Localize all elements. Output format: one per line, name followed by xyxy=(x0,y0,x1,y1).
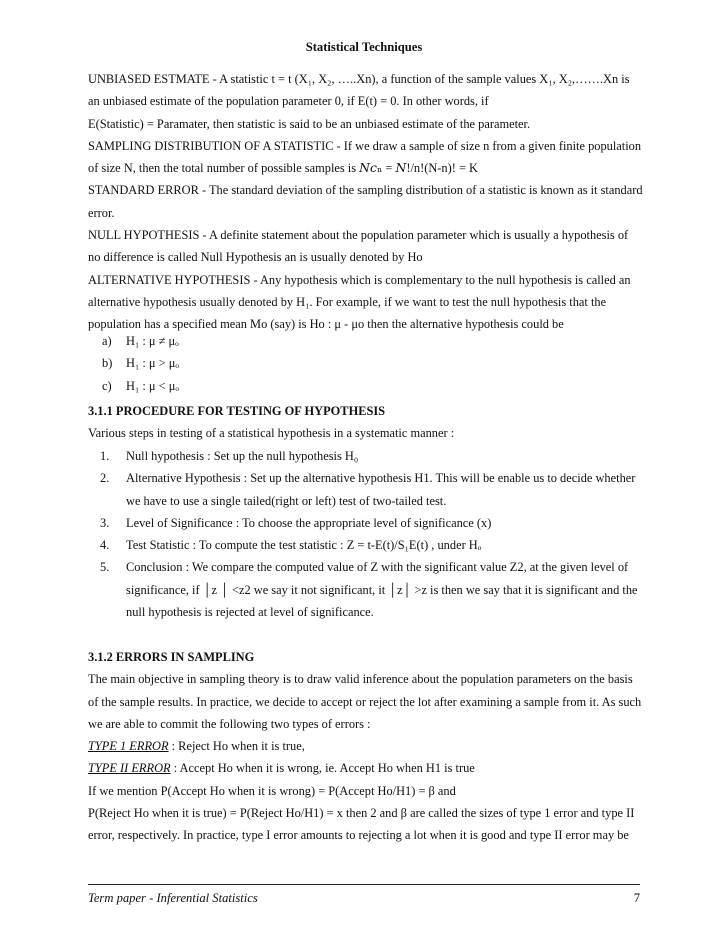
list-item-text: Conclusion : We compare the computed value of Z with the significant value Z2, at the given level of xyxy=(126,560,629,575)
list-item-continuation xyxy=(88,601,648,623)
list-item-text: Level of Significance : To choose the appropriate level of significance (x) xyxy=(126,515,492,530)
list-item xyxy=(88,375,648,397)
list-item xyxy=(88,467,648,489)
text-line: ALTERNATIVE HYPOTHESIS - Any hypothesis which is complementary to the null hypothesis is called an xyxy=(88,272,631,287)
list-item-continuation xyxy=(88,490,648,512)
list-item-text: significance, if │z │ <z2 we say it not significant, it │z│ >z is then we say that it is significant and the xyxy=(126,582,638,597)
alternative-hypothesis-list xyxy=(88,330,648,397)
type1-error-label: TYPE 1 ERROR xyxy=(88,739,169,754)
list-marker: 4. xyxy=(100,538,110,553)
list-item-text: Alternative Hypothesis : Set up the alternative hypothesis H1. This will be enable us to decide whether xyxy=(126,471,636,486)
text-line: error. xyxy=(88,205,115,220)
list-item-text: H₁ : μ > μₒ xyxy=(126,356,179,371)
section-intro: Various steps in testing of a statistical hypothesis in a systematic manner : xyxy=(88,426,455,441)
list-marker: 2. xyxy=(100,471,110,486)
list-item-text: we have to use a single tailed(right or left) test of two-tailed test. xyxy=(126,493,447,508)
text-line: If we mention P(Accept Ho when it is wrong) = P(Accept Ho/H1) = β and xyxy=(88,783,456,798)
type2-error-line xyxy=(88,757,648,779)
list-marker: a) xyxy=(102,334,112,348)
text-line: no difference is called Null Hypothesis an is usually denoted by Ho xyxy=(88,250,423,265)
list-marker: 3. xyxy=(100,515,110,530)
section-heading: 3.1.2 ERRORS IN SAMPLING xyxy=(88,650,255,664)
text-line: we are able to commit the following two types of errors : xyxy=(88,716,371,731)
type1-error-text: : Reject Ho when it is true, xyxy=(168,739,305,754)
text-line: P(Reject Ho when it is true) = P(Reject Ho/H1) = x then 2 and β are called the sizes of type 1 error and type II xyxy=(88,806,635,821)
text-line: UNBIASED ESTMATE - A statistic t = t (X₁, X₂, …..Xn), a function of the sample values X₁, X₂,…….Xn is xyxy=(88,72,630,86)
list-item-text: H₁ : μ ≠ μₒ xyxy=(126,334,179,348)
list-item xyxy=(88,512,648,534)
text-line: of size N, then the total number of possible samples is 𝑁𝑐ₙ = 𝑁!/n!(N-n)! = K xyxy=(88,161,479,176)
procedure-steps-list xyxy=(88,445,648,623)
text-line: error, respectively. In practice, type I error amounts to rejecting a lot when it is good and type II error may be xyxy=(88,828,629,843)
page-title: Statistical Techniques xyxy=(305,40,423,54)
type2-error-text: : Accept Ho when it is wrong, ie. Accept Ho when H1 is true xyxy=(170,761,475,776)
list-item-text: H₁ : μ < μₒ xyxy=(126,378,179,393)
list-marker: 5. xyxy=(100,560,110,575)
section-3-1-2 xyxy=(88,646,648,847)
list-item xyxy=(88,534,648,556)
list-marker: b) xyxy=(102,356,113,371)
list-item xyxy=(88,445,648,467)
list-item xyxy=(88,352,648,374)
text-line: SAMPLING DISTRIBUTION OF A STATISTIC - If we draw a sample of size n from a given finite population xyxy=(88,138,642,153)
text-line: population has a specified mean Mo (say) is Ho : μ - μo then the alternative hypothesis could be xyxy=(88,317,564,332)
type1-error-line xyxy=(88,735,648,757)
list-item xyxy=(88,330,648,352)
text-line: of the sample results. In practice, we decide to accept or reject the lot after examining a sample from it. As such xyxy=(88,694,642,709)
text-line: an unbiased estimate of the population parameter 0, if E(t) = 0. In other words, if xyxy=(88,94,489,109)
page-footer xyxy=(88,884,640,906)
list-marker: 1. xyxy=(100,449,110,463)
text-line: alternative hypothesis usually denoted by H₁. For example, if we want to test the null hypothesis that the xyxy=(88,294,607,309)
section-heading: 3.1.1 PROCEDURE FOR TESTING OF HYPOTHESIS xyxy=(88,404,386,418)
footer-title: Term paper - Inferential Statistics xyxy=(88,891,258,905)
page-number: 7 xyxy=(633,891,640,905)
type2-error-label: TYPE II ERROR xyxy=(88,761,171,776)
list-item xyxy=(88,556,648,578)
definitions-block xyxy=(88,68,648,336)
list-item-continuation xyxy=(88,579,648,601)
text-line: STANDARD ERROR - The standard deviation of the sampling distribution of a statistic is known as it standard xyxy=(88,183,643,198)
list-item-text: Test Statistic : To compute the test statistic : Z = t-E(t)/S₁E(t) , under Hₒ xyxy=(126,538,482,553)
list-marker: c) xyxy=(102,378,112,393)
list-item-text: Null hypothesis : Set up the null hypothesis H₀ xyxy=(126,449,359,463)
text-line: NULL HYPOTHESIS - A definite statement about the population parameter which is usually a hypothesis of xyxy=(88,228,629,243)
section-3-1-1 xyxy=(88,400,648,445)
text-line: E(Statistic) = Paramater, then statistic is said to be an unbiased estimate of the parameter. xyxy=(88,116,531,131)
list-item-text: null hypothesis is rejected at level of significance. xyxy=(126,605,374,620)
text-line: The main objective in sampling theory is to draw valid inference about the population parameters on the basis xyxy=(88,672,633,687)
